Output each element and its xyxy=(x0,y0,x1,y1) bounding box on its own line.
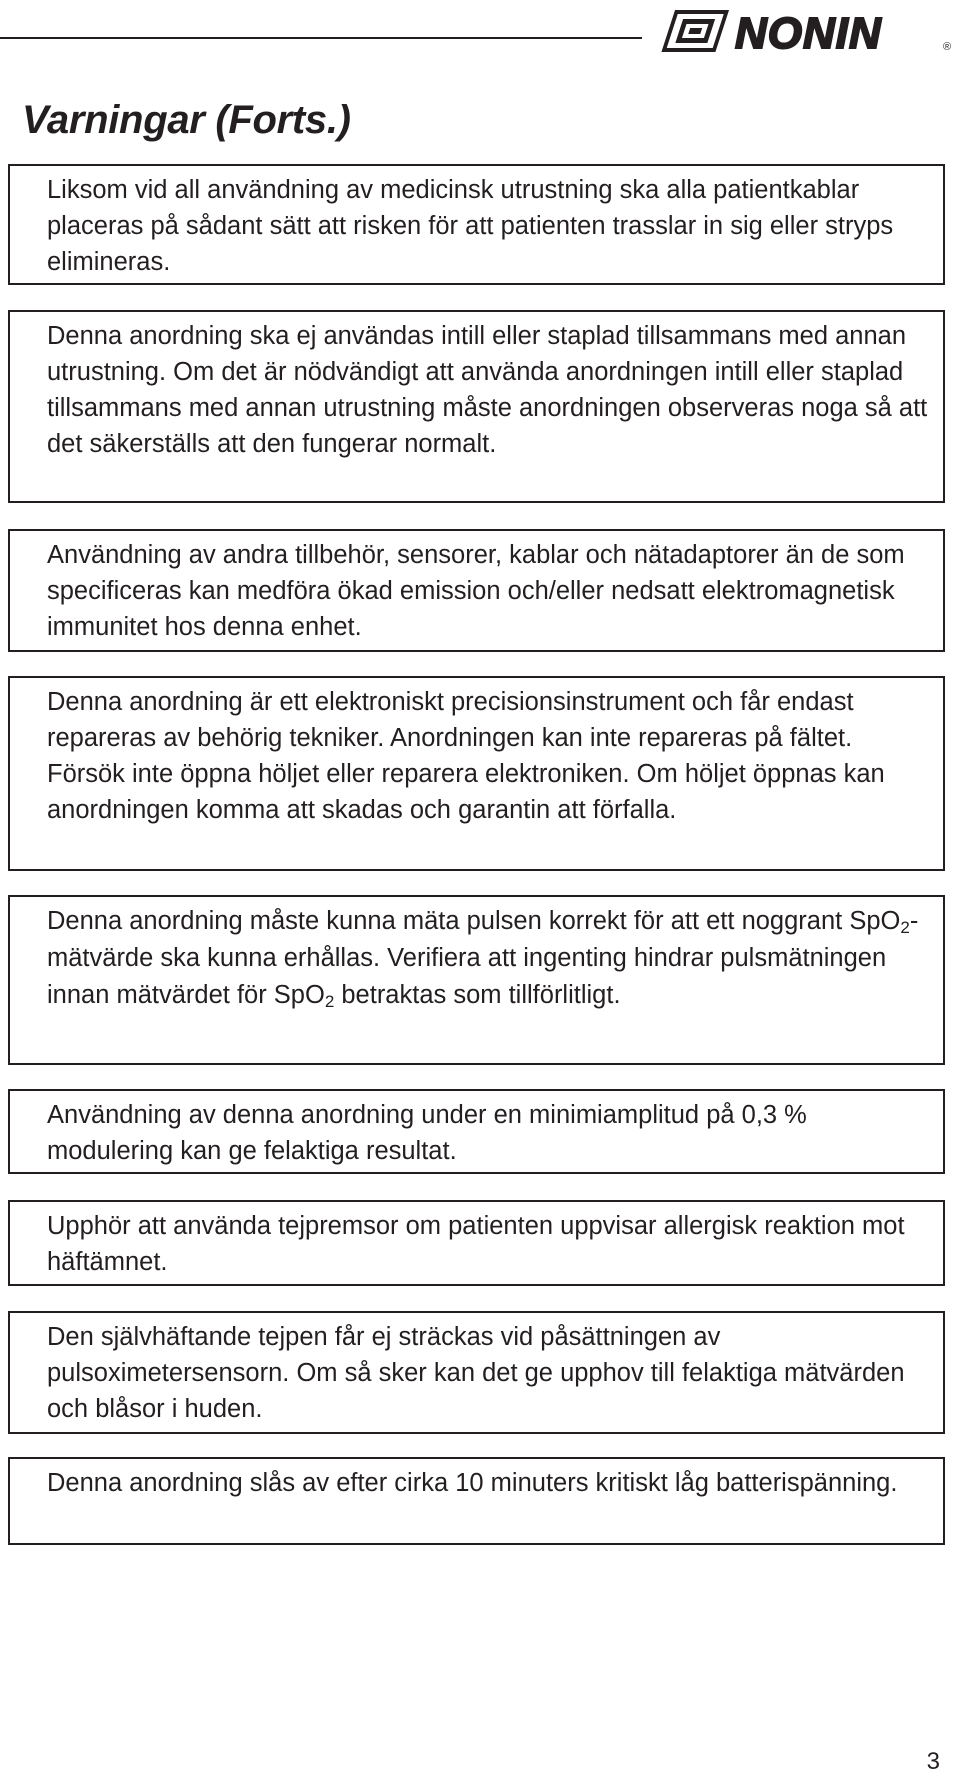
warning-box xyxy=(8,1089,945,1174)
warning-box xyxy=(8,529,945,652)
warning-text-part: Denna anordning måste kunna mäta pulsen korrekt för att ett noggrant SpO xyxy=(47,907,901,935)
warning-text: Denna anordning ska ej användas intill eller staplad tillsammans med annan utrustning. Om det är nödvändigt att använda anordningen intill eller staplad tillsammans med annan utrustning måste anordningen observeras noga så att det säkerställs att den fungerar normalt. xyxy=(47,322,928,458)
warning-text: Denna anordning slås av efter cirka 10 minuters kritiskt låg batterispänning. xyxy=(47,1469,898,1497)
page-title: Varningar (Forts.) xyxy=(22,98,351,142)
nonin-logo xyxy=(657,4,957,56)
warning-text: Denna anordning är ett elektroniskt precisionsinstrument och får endast repareras av behörig tekniker. Anordningen kan inte repareras på fältet. Försök inte öppna höljet eller reparera elektroniken. Om höljet öppnas kan anordningen komma att skadas och garantin att förfalla. xyxy=(47,688,885,824)
warning-text-part: betraktas som tillförlitligt. xyxy=(334,981,621,1009)
warning-text: Den självhäftande tejpen får ej sträckas vid påsättningen av pulsoximetersensorn. Om så sker kan det ge upphov till felaktiga mätvärden och blåsor i huden. xyxy=(47,1323,905,1423)
subscript: 2 xyxy=(324,992,335,1011)
registered-mark: ® xyxy=(943,41,952,53)
nonin-logo-graphic xyxy=(657,4,957,56)
warning-text: Upphör att använda tejpremsor om patienten uppvisar allergisk reaktion mot häftämnet. xyxy=(47,1212,905,1276)
warning-box xyxy=(8,1311,945,1434)
warning-box xyxy=(8,895,945,1065)
warning-text: Användning av andra tillbehör, sensorer, kablar och nätadaptorer än de som specificeras kan medföra ökad emission och/eller nedsatt elektromagnetisk immunitet hos denna enhet. xyxy=(47,541,905,641)
warning-box xyxy=(8,164,945,285)
warning-box xyxy=(8,676,945,871)
page-number: 3 xyxy=(926,1748,940,1775)
warning-box xyxy=(8,1457,945,1545)
warning-text: Liksom vid all användning av medicinsk utrustning ska alla patientkablar placeras på sådant sätt att risken för att patienten trasslar in sig eller stryps elimineras. xyxy=(47,176,894,276)
warning-text-part: -mätvärde ska kunna erhållas. Verifiera att ingenting hindrar pulsmätningen innan mätvärdet för SpO xyxy=(47,907,919,1009)
warning-text xyxy=(47,903,929,1014)
warning-box xyxy=(8,1200,945,1286)
header-rule xyxy=(0,37,642,39)
warning-text: Användning av denna anordning under en minimiamplitud på 0,3 % modulering kan ge felaktiga resultat. xyxy=(47,1101,807,1165)
subscript: 2 xyxy=(900,918,910,937)
nonin-wordmark: NONIN xyxy=(735,9,882,56)
warning-box xyxy=(8,310,945,503)
